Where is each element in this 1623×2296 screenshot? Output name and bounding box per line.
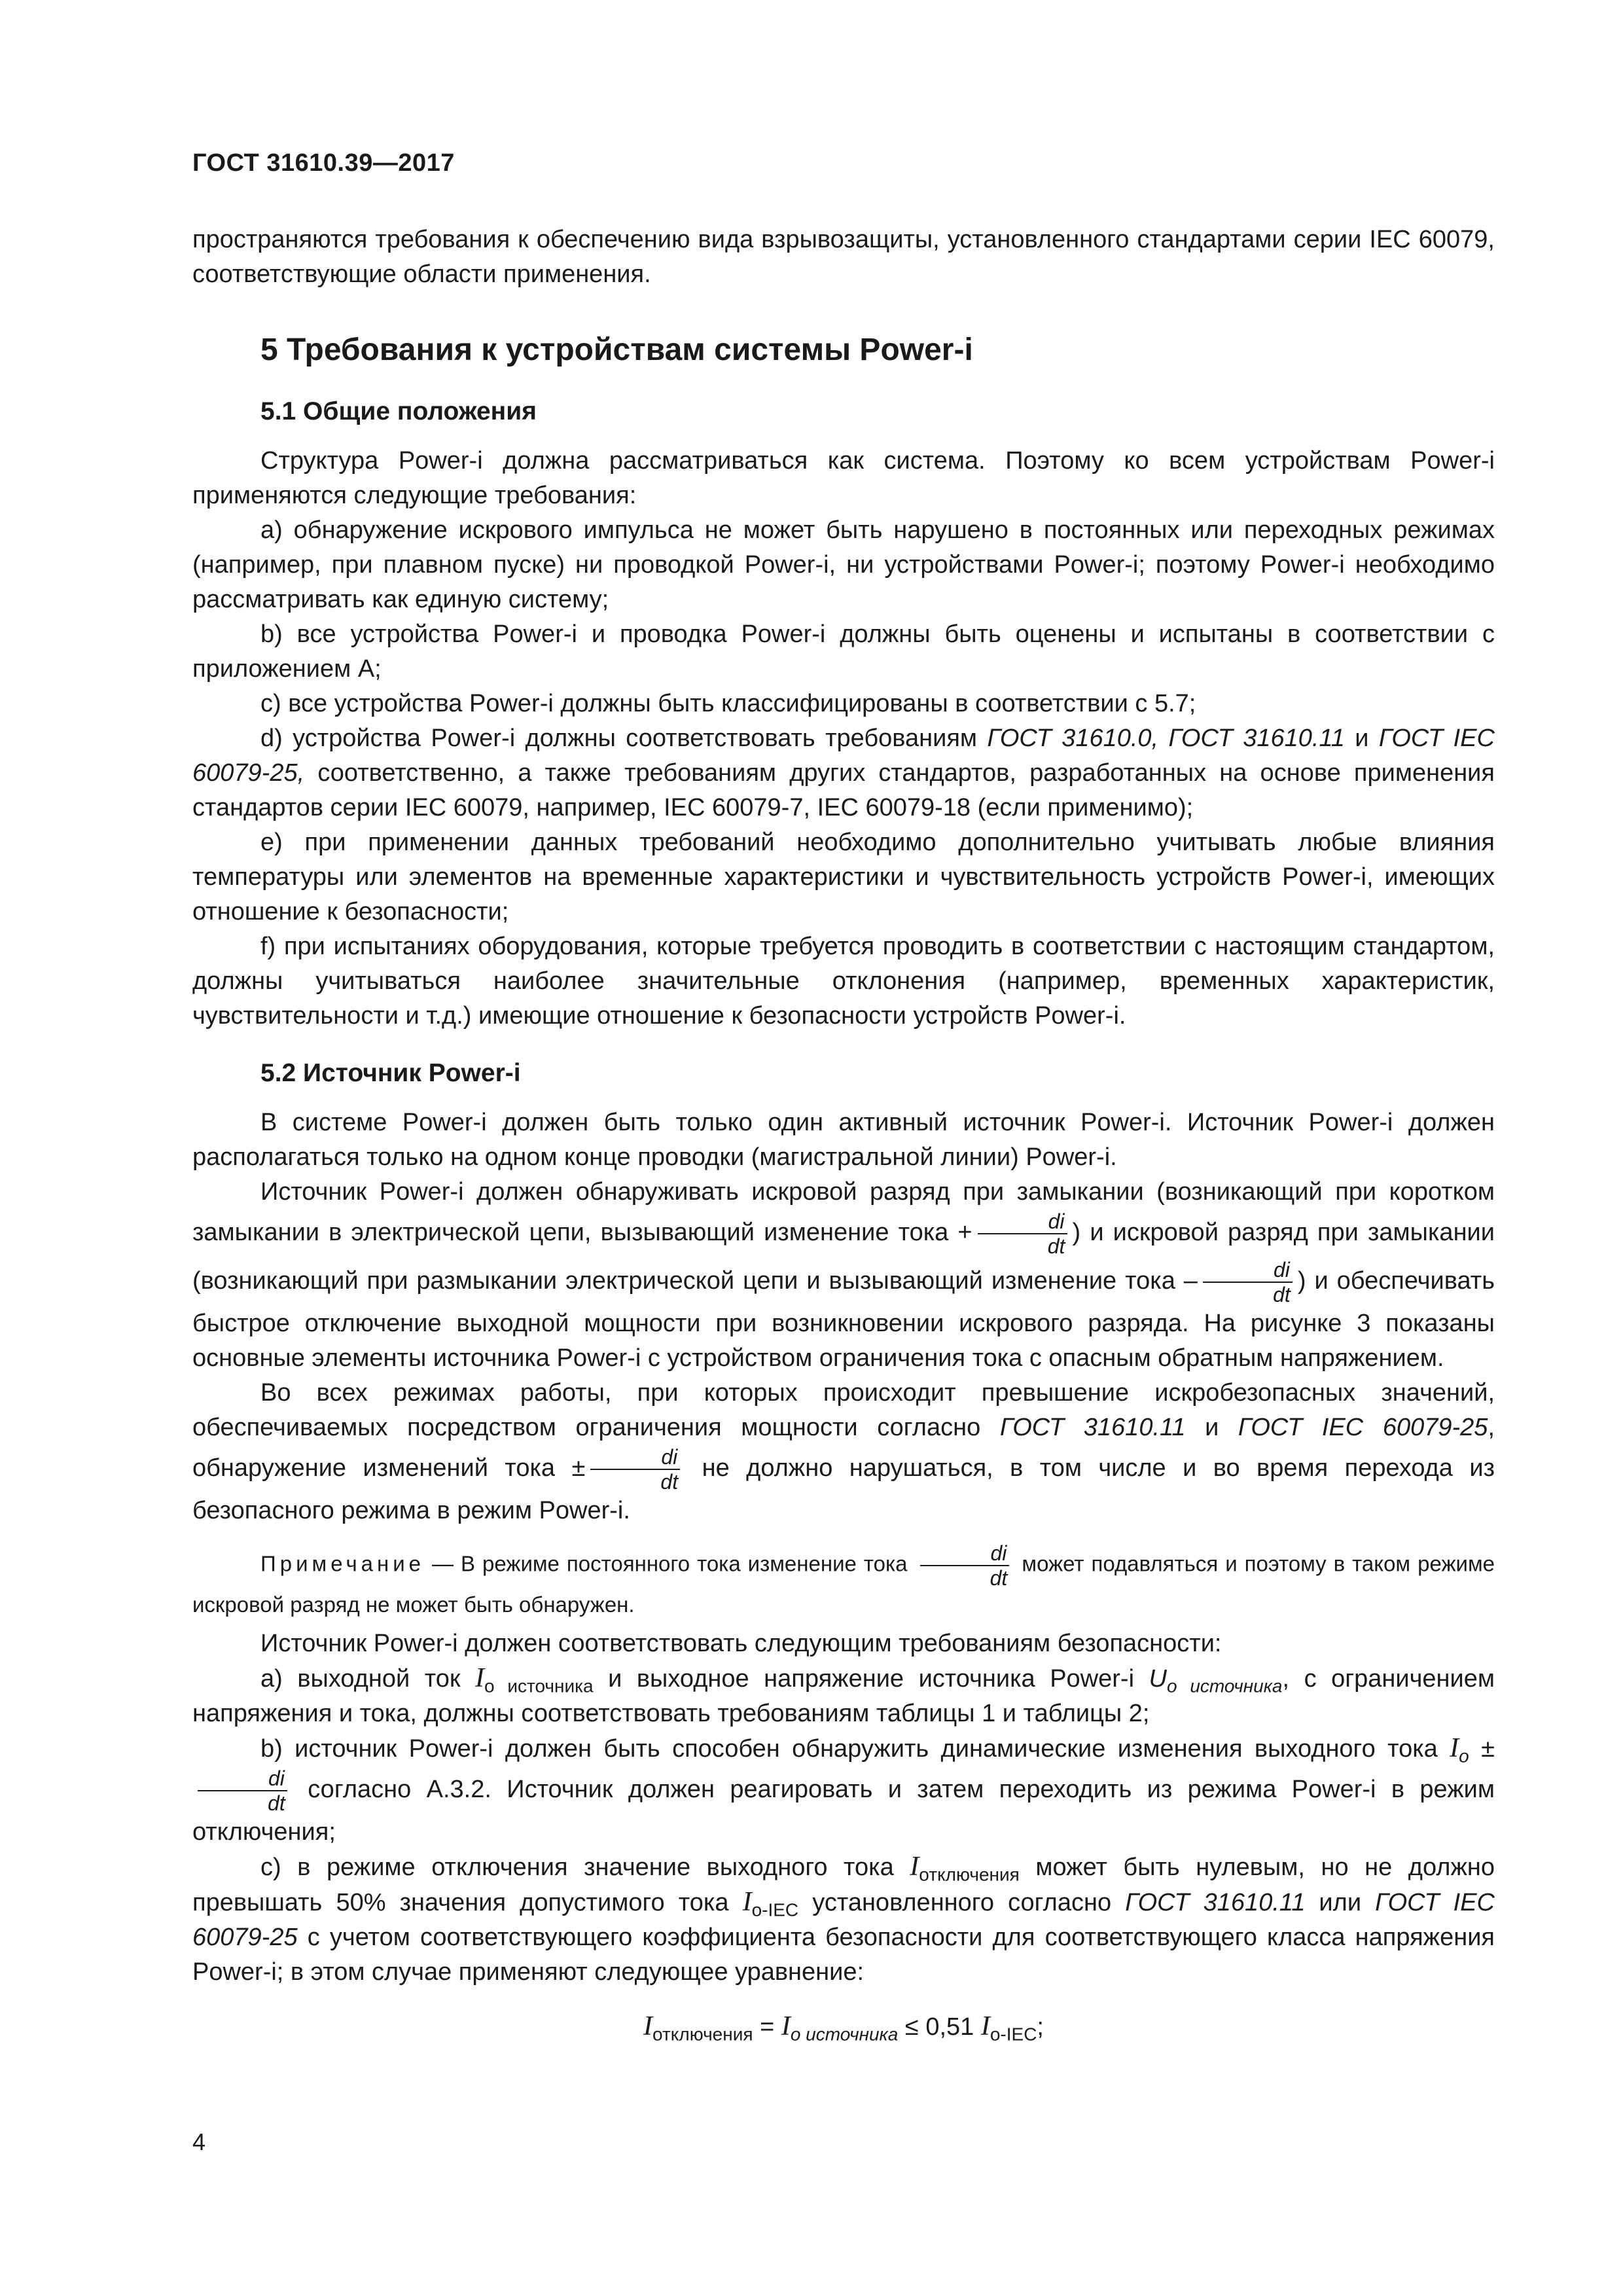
s52-paragraph-2: Источник Power-i должен обнаруживать искровой разряд при замыкании (возникающий при коротком замыкании в электрической цепи, вызывающий изменение тока + $\frac{di}{dt}$ ) и искровой разряд при замыкании (возникающий при размыкании электрической цепи и вызывающий изменение тока – $\frac{di}{dt}$ ) и обеспечивать быстрое отключение выходной мощности при возникновении искрового разряда. На рисунке 3 показаны основные элементы источника Power-i с устройством ограничения тока с опасным обратным напряжением. <box>192 1178 1495 1372</box>
s51-item-a: a) обнаружение искрового импульса не может быть нарушено в постоянных или переходных режимах (например, при плавном пуске) ни проводкой Power-i, ни устройствами Power-i; поэтому Power-i необходимо рассматривать как единую систему; <box>192 516 1495 613</box>
intro-paragraph: пространяются требования к обеспечению вида взрывозащиты, установленного стандартами серии IEC 60079, соответствующие области применения. <box>192 226 1495 288</box>
s51-item-d: d) устройства Power-i должны соответствовать требованиям ГОСТ 31610.0, ГОСТ 31610.11 и ГОСТ IEC 60079-25, соответственно, а также требованиям других стандартов, разработанных на основе применения стандартов серии IEC 60079, например, IEC 60079-7, IEC 60079-18 (если применимо); <box>192 725 1495 821</box>
std-ref: ГОСТ 31610.11 <box>999 1414 1186 1441</box>
std-ref: ГОСТ 31610.11 <box>1125 1889 1306 1916</box>
s52-paragraph-4: Источник Power-i должен соответствовать следующим требованиям безопасности: <box>260 1630 1222 1657</box>
std-ref: ГОСТ IEC 60079-25 <box>1238 1414 1488 1441</box>
page-content <box>192 223 1495 2045</box>
page-number: 4 <box>192 2128 206 2155</box>
document-header: ГОСТ 31610.39—2017 <box>192 149 455 177</box>
s51-item-e: e) при применении данных требований необходимо дополнительно учитывать любые влияния температуры или элементов на временные характеристики и чувствительность устройств Power-i, имеющих отношение к безопасности; <box>192 829 1495 925</box>
s52-paragraph-3: Во всех режимах работы, при которых происходит превышение искробезопасных значений, обеспечиваемых посредством ограничения мощности согласно ГОСТ 31610.11 и ГОСТ IEC 60079-25, обнаружение изменений тока ± $\frac{di}{dt}$ не должно нарушаться, в том числе и во время перехода из безопасного режима в режим Power-i. <box>192 1379 1495 1524</box>
s51-item-b: b) все устройства Power-i и проводка Power-i должны быть оценены и испытаны в соответствии с приложением А; <box>192 620 1495 683</box>
section-5-1-heading: 5.1 Общие положения <box>260 397 537 425</box>
s51-item-f: f) при испытаниях оборудования, которые требуется проводить в соответствии с настоящим стандартом, должны учитываться наиболее значительные отклонения (например, временных характеристик, чувствительности и т.д.) имеющие отношение к безопасности устройств Power-i. <box>192 933 1495 1030</box>
di-dt-fraction: $\frac{di}{dt}$ <box>198 1767 287 1815</box>
di-dt-fraction: $\frac{di}{dt}$ <box>920 1541 1010 1590</box>
s51-item-c: c) все устройства Power-i должны быть классифицированы в соответствии с 5.7; <box>260 690 1196 717</box>
section-5-2-heading: 5.2 Источник Power-i <box>260 1059 521 1087</box>
section-5-heading: 5 Требования к устройствам системы Power-i <box>260 332 973 367</box>
di-dt-fraction: $\frac{di}{dt}$ <box>1203 1258 1293 1306</box>
shutdown-current-formula: $I_{отключения} = I_{o источника} \le 0,51$ $I_{o-IEC}$; <box>643 2011 1044 2045</box>
std-ref: ГОСТ IEC 60079-25 <box>192 1889 1495 1951</box>
s52-paragraph-1: В системе Power-i должен быть только один активный источник Power-i. Источник Power-i должен располагаться только на одном конце проводки (магистральной линии) Power-i. <box>192 1109 1495 1171</box>
s52-item-c: c) в режиме отключения значение выходного тока $I_{отключения}$ может быть нулевым, но не должно превышать 50% значения допустимого тока $I_{o-IEC}$ установленного согласно ГОСТ 31610.11 или ГОСТ IEC 60079-25 с учетом соответствующего коэффициента безопасности для соответствующего класса напряжения Power-i; в этом случае применяют следующее уравнение: <box>192 1852 1495 1986</box>
note-label: Примечание <box>260 1551 425 1576</box>
std-ref: ГОСТ 31610.0, ГОСТ 31610.11 <box>987 725 1345 752</box>
s52-item-a: a) выходной ток $I_{о источника}$ и выходное напряжение источника Power-i $U_{o источника}$, с ограничением напряжения и тока, должны соответствовать требованиям таблицы 1 и таблицы 2; <box>192 1663 1495 1727</box>
di-dt-fraction: $\frac{di}{dt}$ <box>590 1445 680 1494</box>
std-ref: ГОСТ IEC 60079-25, <box>192 725 1495 787</box>
di-dt-fraction: $\frac{di}{dt}$ <box>978 1210 1067 1258</box>
note-paragraph: Примечание — В режиме постоянного тока изменение тока $\frac{di}{dt}$ может подавляться и поэтому в таком режиме искровой разряд не может быть обнаружен. <box>192 1541 1495 1617</box>
s51-paragraph-intro: Структура Power-i должна рассматриваться как система. Поэтому ко всем устройствам Power-i применяются следующие требования: <box>192 447 1495 509</box>
s52-item-b: b) источник Power-i должен быть способен обнаружить динамические изменения выходного тока $I_o$ ± $\frac{di}{dt}$ согласно А.3.2. Источник должен реагировать и затем переходить из режима Power-i в режим отключения; <box>192 1733 1495 1846</box>
